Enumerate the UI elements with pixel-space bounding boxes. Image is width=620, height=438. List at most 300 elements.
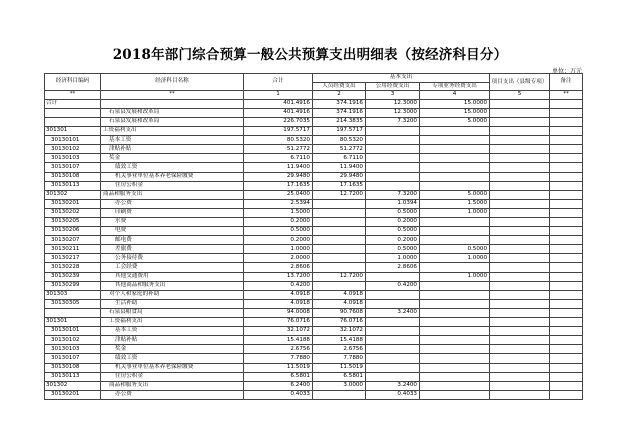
cell-special [420, 345, 490, 354]
cell-project [490, 108, 550, 117]
table-row [45, 163, 583, 172]
table-row [45, 145, 583, 154]
cell-note [550, 208, 583, 217]
cell-special [420, 127, 490, 136]
table-row [45, 318, 583, 327]
header-index-1: 1 [244, 91, 313, 100]
cell-code: 301302 [45, 190, 101, 199]
cell-name: 奖金 [101, 345, 244, 354]
cell-name: 石泉县发展和改革局 [101, 117, 244, 126]
cell-code: 30130108 [45, 172, 101, 181]
cell-name: 基本工资 [101, 327, 244, 336]
cell-note [550, 272, 583, 281]
cell-note [550, 363, 583, 372]
table-row [45, 299, 583, 308]
cell-special [420, 281, 490, 290]
cell-code [45, 108, 101, 117]
cell-name: 工资福利支出 [101, 127, 244, 136]
table-row [45, 363, 583, 372]
cell-name: 办公费 [101, 390, 244, 399]
cell-note [550, 154, 583, 163]
cell-project [490, 117, 550, 126]
cell-public [366, 181, 420, 190]
cell-name: 津贴补贴 [101, 145, 244, 154]
cell-total: 197.5717 [244, 127, 313, 136]
cell-personnel: 32.1072 [313, 327, 366, 336]
cell-project [490, 372, 550, 381]
cell-personnel: 29.9480 [313, 172, 366, 181]
cell-project [490, 154, 550, 163]
cell-project [490, 145, 550, 154]
cell-personnel: 90.7608 [313, 308, 366, 317]
table-row [45, 127, 583, 136]
cell-note [550, 190, 583, 199]
cell-public [366, 336, 420, 345]
cell-name: 差旅费 [101, 245, 244, 254]
cell-note [550, 390, 583, 399]
cell-special: 1.0000 [420, 254, 490, 263]
cell-special [420, 372, 490, 381]
table-row [45, 199, 583, 208]
cell-special: 5.0000 [420, 190, 490, 199]
table-row [45, 181, 583, 190]
cell-special: 15.0000 [420, 99, 490, 108]
cell-project [490, 218, 550, 227]
cell-total: 0.4200 [244, 281, 313, 290]
cell-project [490, 318, 550, 327]
cell-special: 1.0000 [420, 208, 490, 217]
cell-personnel: 6.7110 [313, 154, 366, 163]
cell-name: 其他交通费用 [101, 272, 244, 281]
cell-project [490, 245, 550, 254]
cell-code: 30130201 [45, 199, 101, 208]
table-row [45, 327, 583, 336]
cell-personnel: 374.1916 [313, 108, 366, 117]
cell-personnel [313, 263, 366, 272]
cell-personnel: 3.0000 [313, 381, 366, 390]
cell-name: 工会经费 [101, 263, 244, 272]
cell-note [550, 327, 583, 336]
cell-name: 住房公积金 [101, 372, 244, 381]
cell-personnel [313, 281, 366, 290]
cell-project [490, 327, 550, 336]
cell-code: 30130228 [45, 263, 101, 272]
cell-project [490, 236, 550, 245]
cell-special [420, 163, 490, 172]
cell-code: 30130205 [45, 218, 101, 227]
cell-name: 电费 [101, 227, 244, 236]
header-index-3: 3 [366, 91, 420, 100]
header-personnel: 人员经费支出 [313, 82, 366, 91]
cell-note [550, 127, 583, 136]
cell-public: 0.2000 [366, 236, 420, 245]
header-index-code: ** [45, 91, 101, 100]
cell-personnel [313, 390, 366, 399]
cell-public: 1.0394 [366, 199, 420, 208]
cell-note [550, 108, 583, 117]
cell-code: 30130107 [45, 354, 101, 363]
cell-name: 邮电费 [101, 236, 244, 245]
cell-project [490, 290, 550, 299]
cell-note [550, 99, 583, 108]
cell-public [366, 372, 420, 381]
cell-special [420, 299, 490, 308]
cell-name: 办公费 [101, 199, 244, 208]
cell-public: 2.8606 [366, 263, 420, 272]
table-row [45, 218, 583, 227]
cell-total: 0.5000 [244, 227, 313, 236]
cell-code: 30130305 [45, 299, 101, 308]
cell-special [420, 236, 490, 245]
cell-name: 石泉县发展和改革局 [101, 108, 244, 117]
cell-total: 11.5019 [244, 363, 313, 372]
cell-name: 奖金 [101, 154, 244, 163]
header-index-name: ** [101, 91, 244, 100]
cell-note [550, 145, 583, 154]
cell-total: 13.7200 [244, 272, 313, 281]
cell-public: 7.3200 [366, 117, 420, 126]
table-row [45, 390, 583, 399]
cell-personnel: 11.9400 [313, 163, 366, 172]
cell-special: 15.0000 [420, 108, 490, 117]
table-row [45, 263, 583, 272]
header-name: 经济科目名称 [101, 74, 244, 91]
cell-code: 合计 [45, 99, 101, 108]
cell-project [490, 345, 550, 354]
cell-note [550, 290, 583, 299]
cell-note [550, 181, 583, 190]
cell-personnel: 12.7200 [313, 190, 366, 199]
cell-project [490, 263, 550, 272]
table-row [45, 290, 583, 299]
cell-total: 4.0918 [244, 290, 313, 299]
cell-code: 30130206 [45, 227, 101, 236]
cell-special: 1.0000 [420, 272, 490, 281]
header-project: 项目支出（县级专项） [490, 74, 550, 91]
cell-special [420, 145, 490, 154]
cell-project [490, 308, 550, 317]
cell-project [490, 199, 550, 208]
cell-code: 30130103 [45, 345, 101, 354]
table-row [45, 117, 583, 126]
cell-name: 工资福利支出 [101, 318, 244, 327]
table-row [45, 336, 583, 345]
cell-public [366, 290, 420, 299]
cell-name: 石泉县粮食局 [101, 308, 244, 317]
cell-code: 30130201 [45, 390, 101, 399]
cell-note [550, 372, 583, 381]
header-row-1 [45, 74, 583, 83]
cell-total: 80.5320 [244, 136, 313, 145]
cell-total: 76.0716 [244, 318, 313, 327]
cell-public [366, 318, 420, 327]
cell-project [490, 254, 550, 263]
unit-label: 单位：万元 [551, 68, 582, 75]
cell-project [490, 99, 550, 108]
cell-personnel: 17.1635 [313, 181, 366, 190]
cell-personnel: 80.5320 [313, 136, 366, 145]
cell-name: 水费 [101, 218, 244, 227]
cell-note [550, 281, 583, 290]
cell-total: 2.8606 [244, 263, 313, 272]
cell-code: 30130202 [45, 208, 101, 217]
table-row [45, 108, 583, 117]
cell-code: 30130101 [45, 327, 101, 336]
cell-special: 0.5000 [420, 245, 490, 254]
cell-public [366, 272, 420, 281]
table-row [45, 136, 583, 145]
cell-public [366, 363, 420, 372]
cell-note [550, 254, 583, 263]
cell-total: 6.5801 [244, 372, 313, 381]
cell-code: 30130108 [45, 363, 101, 372]
cell-total: 0.2000 [244, 218, 313, 227]
header-basic: 基本支出 [313, 74, 490, 83]
cell-total: 6.7110 [244, 154, 313, 163]
cell-special [420, 181, 490, 190]
cell-public [366, 172, 420, 181]
cell-public [366, 327, 420, 336]
cell-name: 绩效工资 [101, 354, 244, 363]
table-row [45, 281, 583, 290]
cell-public: 0.4200 [366, 281, 420, 290]
cell-code: 301302 [45, 381, 101, 390]
cell-total: 11.9400 [244, 163, 313, 172]
cell-name: 商品和服务支出 [101, 381, 244, 390]
cell-special [420, 308, 490, 317]
cell-total: 29.9480 [244, 172, 313, 181]
cell-public [366, 127, 420, 136]
cell-personnel: 76.0716 [313, 318, 366, 327]
header-code: 经济科目编码 [45, 74, 101, 91]
cell-total: 6.2400 [244, 381, 313, 390]
cell-total: 32.1072 [244, 327, 313, 336]
cell-note [550, 318, 583, 327]
cell-code: 301301 [45, 318, 101, 327]
cell-special [420, 390, 490, 399]
cell-personnel: 197.5717 [313, 127, 366, 136]
cell-name: 住房公积金 [101, 181, 244, 190]
cell-name: 商品和服务支出 [101, 190, 244, 199]
header-special: 专项业务经费支出 [420, 82, 490, 91]
cell-public [366, 345, 420, 354]
cell-total: 7.7880 [244, 354, 313, 363]
cell-personnel: 51.2772 [313, 145, 366, 154]
cell-public: 0.2000 [366, 218, 420, 227]
cell-special [420, 318, 490, 327]
cell-public: 3.2400 [366, 308, 420, 317]
table-row [45, 308, 583, 317]
header-index-2: 2 [313, 91, 366, 100]
cell-personnel: 4.0918 [313, 290, 366, 299]
cell-special [420, 381, 490, 390]
cell-special [420, 354, 490, 363]
header-row-index [45, 91, 583, 100]
table-row [45, 99, 583, 108]
cell-special [420, 263, 490, 272]
cell-name: 绩效工资 [101, 163, 244, 172]
cell-code: 301303 [45, 290, 101, 299]
cell-project [490, 390, 550, 399]
cell-special [420, 290, 490, 299]
cell-project [490, 354, 550, 363]
cell-note [550, 117, 583, 126]
cell-public: 0.5000 [366, 208, 420, 217]
cell-project [490, 363, 550, 372]
cell-name [101, 99, 244, 108]
cell-code: 301301 [45, 127, 101, 136]
cell-special: 1.5000 [420, 199, 490, 208]
cell-project [490, 272, 550, 281]
cell-note [550, 263, 583, 272]
cell-personnel: 374.1916 [313, 99, 366, 108]
cell-project [490, 281, 550, 290]
cell-total: 401.4916 [244, 99, 313, 108]
cell-project [490, 163, 550, 172]
cell-special [420, 136, 490, 145]
cell-project [490, 136, 550, 145]
cell-total: 226.7035 [244, 117, 313, 126]
cell-public: 3.2400 [366, 381, 420, 390]
header-note: 备注 [550, 74, 583, 91]
cell-note [550, 199, 583, 208]
cell-total: 0.2000 [244, 236, 313, 245]
header-index-4: 4 [420, 91, 490, 100]
cell-code: 30130207 [45, 236, 101, 245]
cell-note [550, 354, 583, 363]
cell-personnel [313, 208, 366, 217]
expenditure-table [44, 73, 583, 400]
table-row [45, 236, 583, 245]
cell-total: 94.0008 [244, 308, 313, 317]
cell-note [550, 299, 583, 308]
cell-total: 1.5000 [244, 208, 313, 217]
table-row [45, 190, 583, 199]
cell-personnel [313, 227, 366, 236]
cell-note [550, 218, 583, 227]
cell-project [490, 381, 550, 390]
cell-note [550, 381, 583, 390]
cell-public [366, 299, 420, 308]
cell-personnel [313, 199, 366, 208]
cell-code: 30130113 [45, 372, 101, 381]
table-row [45, 172, 583, 181]
cell-personnel: 4.0918 [313, 299, 366, 308]
cell-project [490, 181, 550, 190]
cell-special [420, 154, 490, 163]
cell-note [550, 336, 583, 345]
table-row [45, 345, 583, 354]
cell-personnel [313, 218, 366, 227]
cell-personnel: 214.3835 [313, 117, 366, 126]
cell-total: 51.2772 [244, 145, 313, 154]
cell-code: 30130211 [45, 245, 101, 254]
table-row [45, 154, 583, 163]
table-row [45, 227, 583, 236]
cell-public [366, 163, 420, 172]
header-total: 合计 [244, 74, 313, 91]
cell-public: 7.3200 [366, 190, 420, 199]
cell-note [550, 245, 583, 254]
cell-public: 0.5000 [366, 245, 420, 254]
cell-total: 0.4033 [244, 390, 313, 399]
cell-code [45, 117, 101, 126]
cell-note [550, 308, 583, 317]
cell-code: 30130101 [45, 136, 101, 145]
cell-public: 1.0000 [366, 254, 420, 263]
cell-code: 30130103 [45, 154, 101, 163]
cell-public: 12.3000 [366, 99, 420, 108]
cell-name: 机关事业单位基本养老保险缴费 [101, 172, 244, 181]
cell-code: 30130217 [45, 254, 101, 263]
cell-project [490, 127, 550, 136]
cell-project [490, 208, 550, 217]
cell-note [550, 163, 583, 172]
cell-total: 2.5394 [244, 199, 313, 208]
cell-name: 印刷费 [101, 208, 244, 217]
cell-code: 30130102 [45, 336, 101, 345]
cell-public [366, 354, 420, 363]
cell-project [490, 227, 550, 236]
cell-total: 17.1635 [244, 181, 313, 190]
cell-special [420, 227, 490, 236]
header-index-5: 5 [490, 91, 550, 100]
cell-personnel [313, 245, 366, 254]
table-row [45, 372, 583, 381]
cell-code: 30130299 [45, 281, 101, 290]
header-index-note: ** [550, 91, 583, 100]
cell-personnel: 11.5019 [313, 363, 366, 372]
table-row [45, 272, 583, 281]
cell-code [45, 308, 101, 317]
cell-note [550, 136, 583, 145]
cell-total: 25.0400 [244, 190, 313, 199]
table-row [45, 208, 583, 217]
cell-project [490, 172, 550, 181]
cell-public: 0.5000 [366, 227, 420, 236]
cell-total: 2.6756 [244, 345, 313, 354]
cell-public: 0.4033 [366, 390, 420, 399]
cell-name: 其他商品和服务支出 [101, 281, 244, 290]
cell-personnel [313, 254, 366, 263]
cell-code: 30130107 [45, 163, 101, 172]
cell-project [490, 190, 550, 199]
cell-code: 30130239 [45, 272, 101, 281]
cell-public: 12.3000 [366, 108, 420, 117]
table-row [45, 354, 583, 363]
cell-code: 30130113 [45, 181, 101, 190]
cell-personnel: 7.7880 [313, 354, 366, 363]
cell-code: 30130102 [45, 145, 101, 154]
cell-personnel [313, 236, 366, 245]
cell-name: 生活补助 [101, 299, 244, 308]
cell-total: 4.0918 [244, 299, 313, 308]
cell-personnel: 6.5801 [313, 372, 366, 381]
cell-name: 公务接待费 [101, 254, 244, 263]
cell-special [420, 336, 490, 345]
cell-project [490, 336, 550, 345]
cell-note [550, 345, 583, 354]
cell-note [550, 236, 583, 245]
cell-special [420, 327, 490, 336]
cell-name: 基本工资 [101, 136, 244, 145]
page-title: 2018年部门综合预算一般公共预算支出明细表（按经济科目分） [112, 47, 508, 63]
cell-personnel: 2.6756 [313, 345, 366, 354]
cell-personnel: 15.4188 [313, 336, 366, 345]
cell-project [490, 299, 550, 308]
cell-personnel: 12.7200 [313, 272, 366, 281]
cell-special [420, 218, 490, 227]
